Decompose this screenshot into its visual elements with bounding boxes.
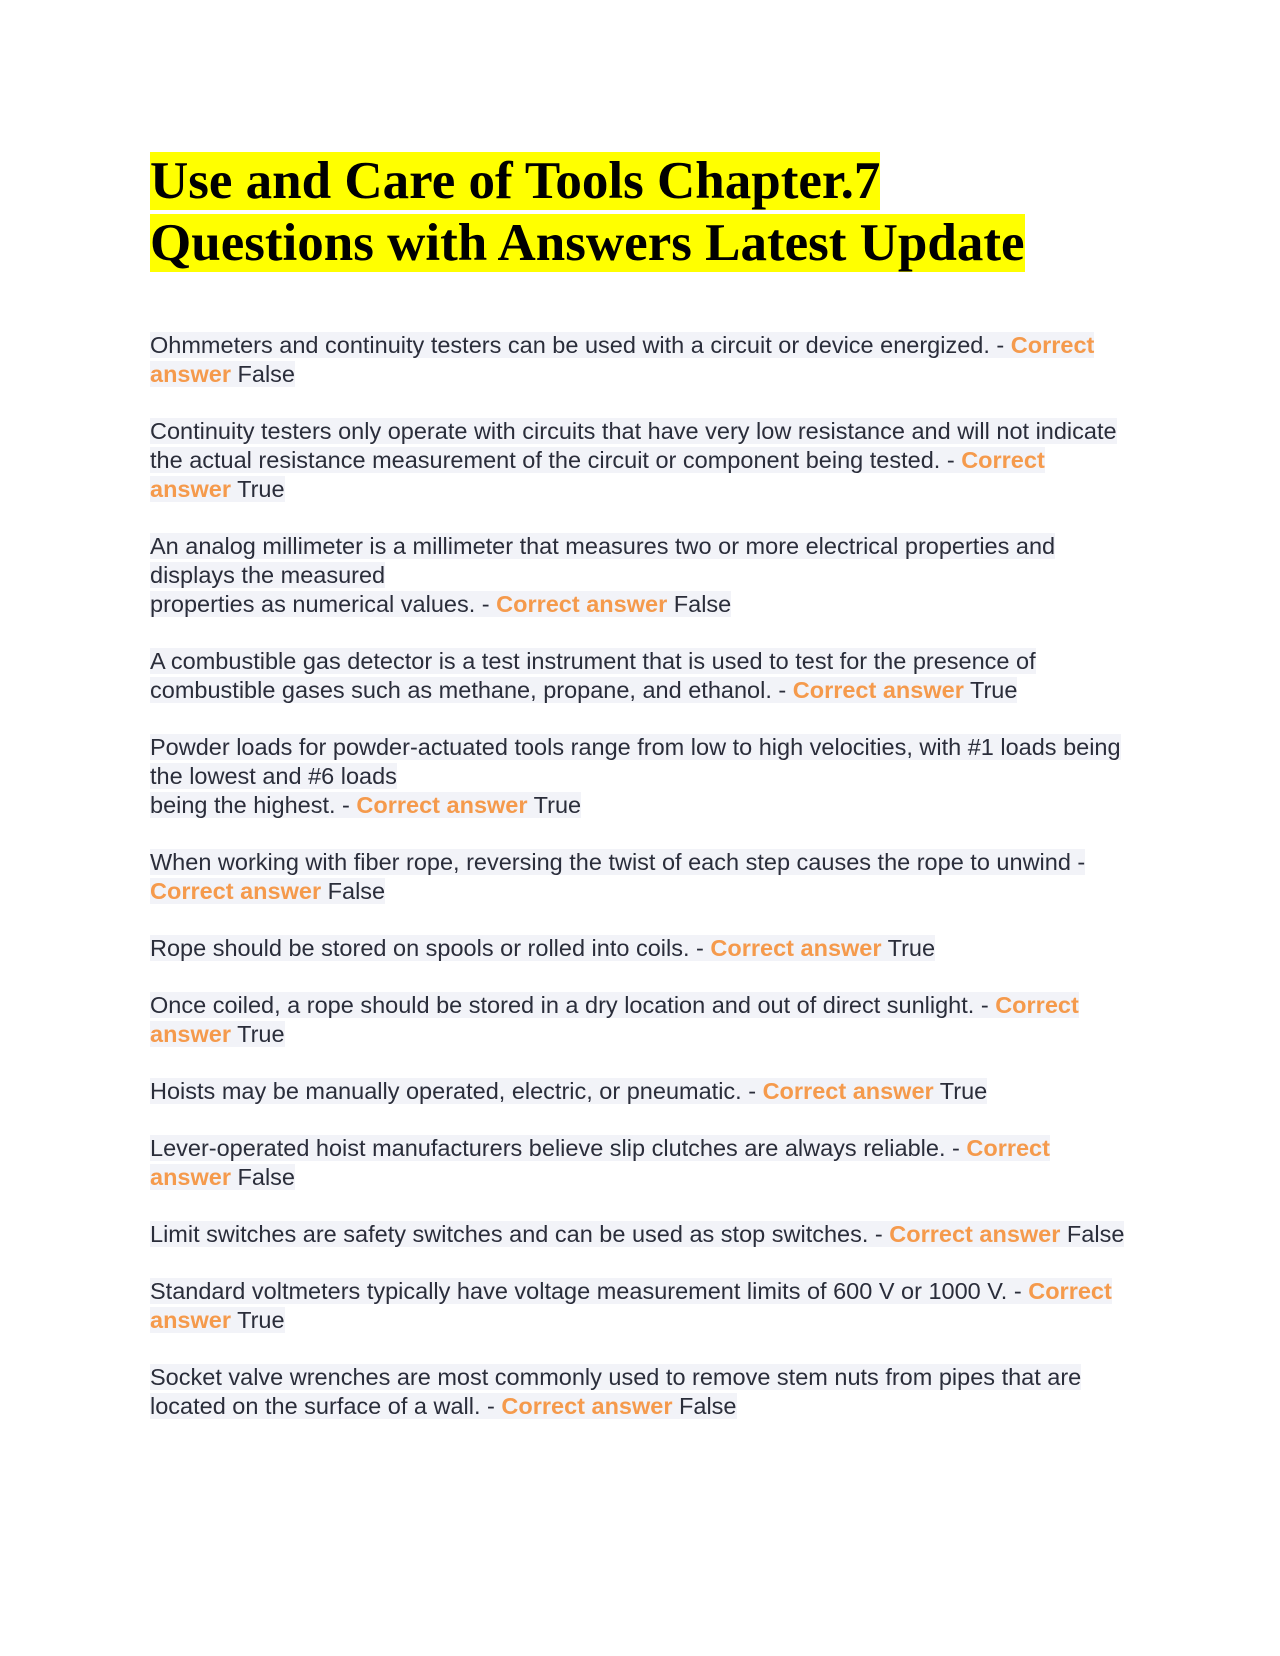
- correct-answer-label: Correct answer: [150, 1278, 1112, 1333]
- question-text: Ohmmeters and continuity testers can be used with a circuit or device energized. -: [150, 332, 1011, 358]
- question-text: Limit switches are safety switches and can be used as stop switches. -: [150, 1221, 890, 1247]
- document-title: [150, 150, 1130, 274]
- qa-highlight: [150, 533, 1055, 617]
- question-text: Lever-operated hoist manufacturers believe slip clutches are always reliable. -: [150, 1135, 967, 1161]
- correct-answer-label: Correct answer: [356, 792, 528, 818]
- qa-highlight: [150, 992, 1079, 1047]
- question-text: An analog millimeter is a millimeter that measures two or more electrical properties and displays the measured: [150, 533, 1056, 588]
- answer-value: True: [939, 1078, 988, 1104]
- qa-highlight: [150, 332, 1094, 387]
- qa-highlight: [150, 1364, 1081, 1419]
- question-text: Rope should be stored on spools or rolled into coils. -: [150, 935, 711, 961]
- answer-value: False: [237, 1164, 295, 1190]
- qa-highlight: [150, 1221, 1124, 1247]
- qa-highlight: [150, 849, 1085, 904]
- question-answer-list: [150, 331, 1130, 1421]
- answer-value: False: [237, 361, 295, 387]
- qa-item: [150, 1077, 1130, 1106]
- correct-answer-label: Correct answer: [501, 1393, 673, 1419]
- qa-item: [150, 1220, 1130, 1249]
- qa-item: [150, 331, 1130, 389]
- answer-value: False: [1066, 1221, 1125, 1247]
- qa-highlight: [150, 935, 935, 961]
- answer-value: True: [237, 476, 285, 502]
- correct-answer-label: Correct answer: [762, 1078, 934, 1104]
- answer-value: True: [237, 1307, 285, 1333]
- answer-value: False: [673, 591, 732, 617]
- qa-item: [150, 1363, 1130, 1421]
- qa-item: [150, 991, 1130, 1049]
- correct-answer-label: Correct answer: [496, 591, 668, 617]
- qa-highlight: [150, 1135, 1050, 1190]
- answer-value: False: [679, 1393, 737, 1419]
- title-line-2: Questions with Answers Latest Update: [150, 214, 1025, 272]
- correct-answer-label: Correct answer: [150, 878, 322, 904]
- qa-highlight: [150, 1278, 1112, 1333]
- qa-item: [150, 647, 1130, 705]
- qa-item: [150, 532, 1130, 619]
- question-text: When working with fiber rope, reversing the twist of each step causes the rope to unwind -: [150, 849, 1086, 875]
- answer-value: True: [969, 677, 1018, 703]
- question-text: Once coiled, a rope should be stored in a dry location and out of direct sunlight. -: [150, 992, 996, 1018]
- title-line-1: Use and Care of Tools Chapter.7: [150, 152, 881, 210]
- question-text: Hoists may be manually operated, electric, or pneumatic. -: [150, 1078, 763, 1104]
- correct-answer-label: Correct answer: [889, 1221, 1061, 1247]
- qa-item: [150, 1134, 1130, 1192]
- qa-highlight: [150, 734, 1121, 818]
- document-page: [150, 150, 1130, 1449]
- correct-answer-label: Correct answer: [710, 935, 882, 961]
- qa-item: [150, 848, 1130, 906]
- question-text: Standard voltmeters typically have voltage measurement limits of 600 V or 1000 V. -: [150, 1278, 1029, 1304]
- qa-highlight: [150, 418, 1117, 502]
- correct-answer-label: Correct answer: [150, 992, 1079, 1047]
- qa-item: [150, 1277, 1130, 1335]
- question-text: A combustible gas detector is a test instrument that is used to test for the presence of combustible gases such as methane, propane, and ethanol. -: [150, 648, 1036, 703]
- correct-answer-label: Correct answer: [150, 447, 1045, 502]
- qa-highlight: [150, 648, 1036, 703]
- correct-answer-label: Correct answer: [150, 332, 1095, 387]
- question-text: Socket valve wrenches are most commonly used to remove stem nuts from pipes that are located on the surface of a wall. -: [150, 1364, 1082, 1419]
- qa-item: [150, 733, 1130, 820]
- question-text: being the highest. -: [150, 792, 357, 818]
- qa-item: [150, 417, 1130, 504]
- answer-value: False: [327, 878, 386, 904]
- qa-highlight: [150, 1078, 987, 1104]
- answer-value: True: [533, 792, 582, 818]
- question-text: Continuity testers only operate with circuits that have very low resistance and will not indicate the actual resistance measurement of the circuit or component being tested. -: [150, 418, 1117, 473]
- answer-value: True: [887, 935, 936, 961]
- correct-answer-label: Correct answer: [150, 1135, 1050, 1190]
- question-text: properties as numerical values. -: [150, 591, 497, 617]
- question-text: Powder loads for powder-actuated tools range from low to high velocities, with #1 loads being the lowest and #6 loads: [150, 734, 1121, 789]
- correct-answer-label: Correct answer: [792, 677, 964, 703]
- answer-value: True: [237, 1021, 285, 1047]
- qa-item: [150, 934, 1130, 963]
